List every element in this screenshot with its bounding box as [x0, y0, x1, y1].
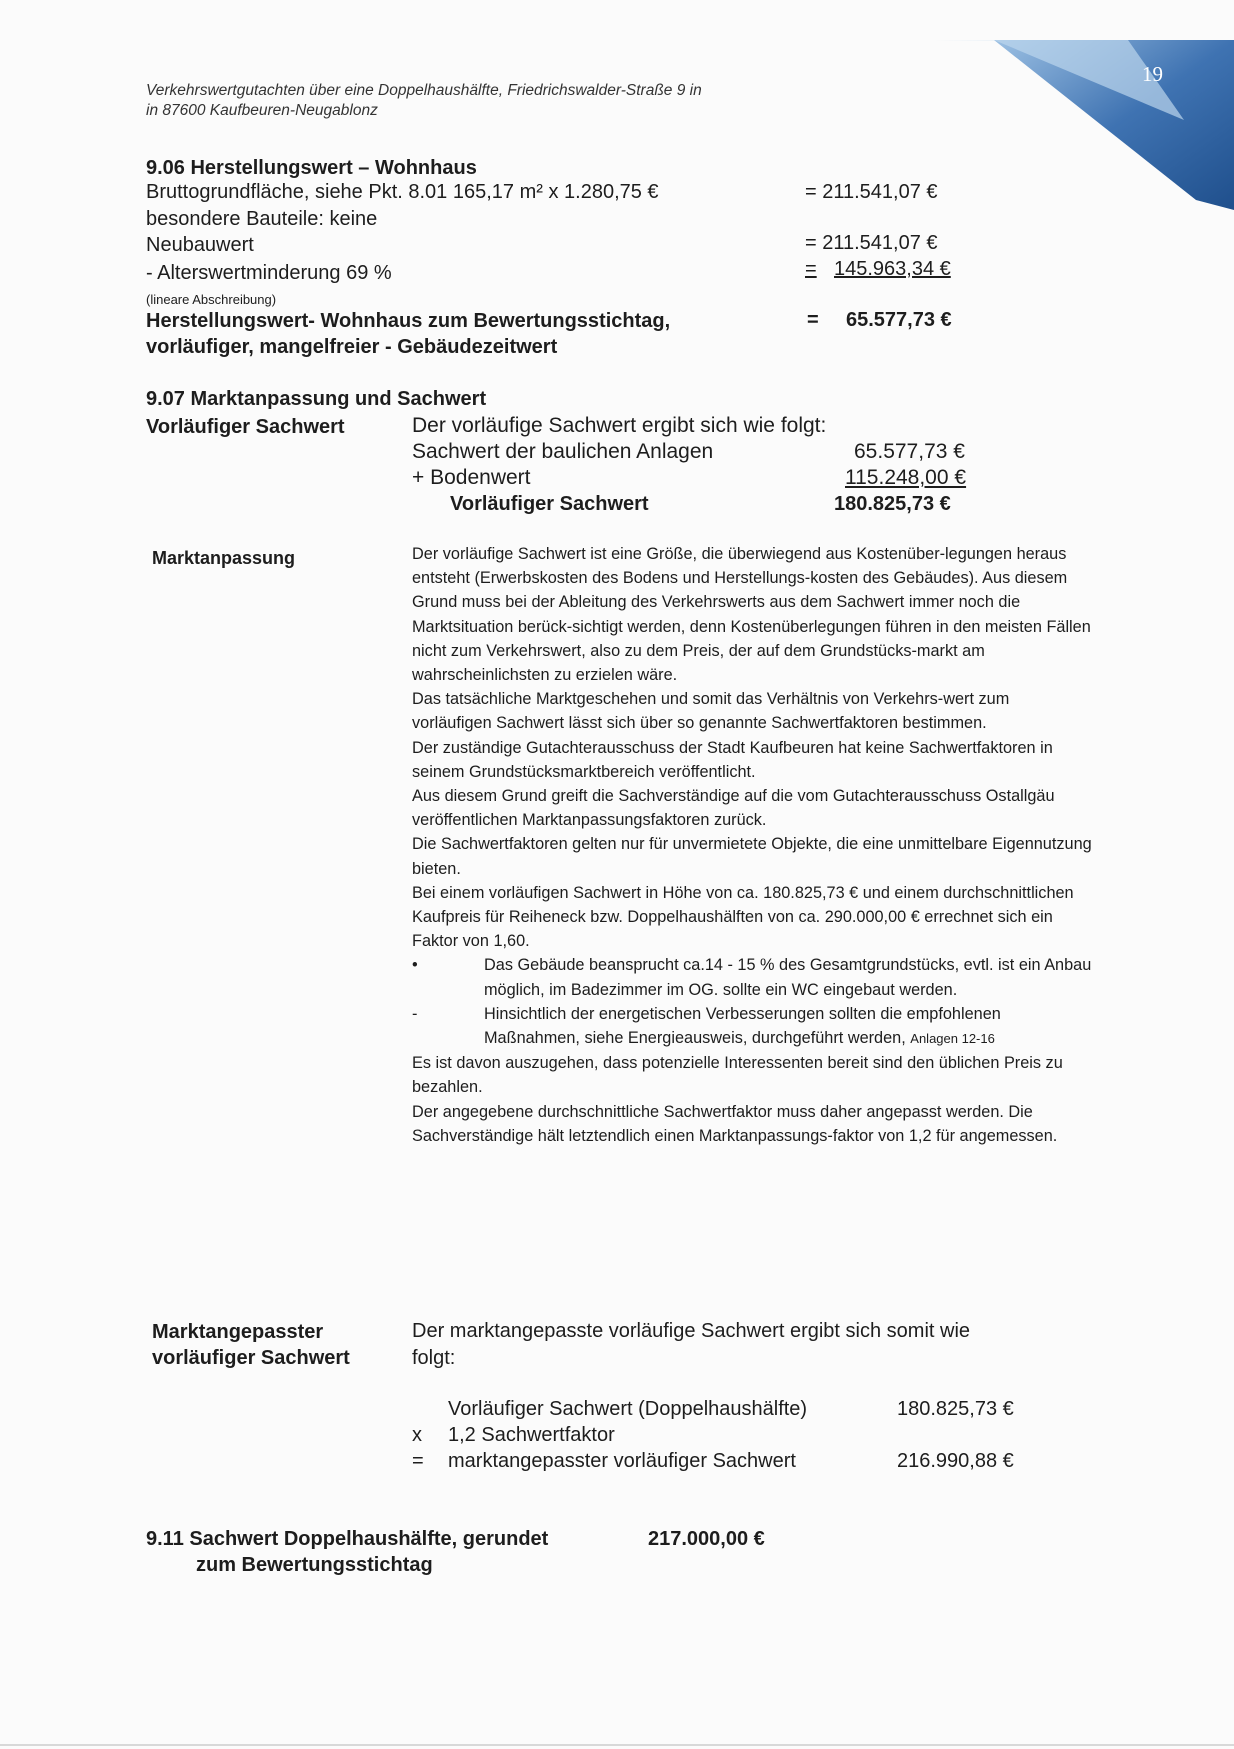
bullet-mark: -	[412, 1004, 418, 1023]
calc1-label: Vorläufiger Sachwert (Doppelhaushälfte)	[448, 1398, 808, 1420]
result-line-1: Herstellungswert- Wohnhaus zum Bewertungsstichtag,	[146, 310, 671, 332]
vs-intro: Der vorläufige Sachwert ergibt sich wie folgt:	[412, 414, 827, 437]
bullet-text: Das Gebäude beansprucht ca.14 - 15 % des Gesamtgrundstücks, evtl. ist ein Anbau möglich, im Badezimmer im OG. sollte ein WC eingebaut werden.	[484, 956, 1092, 999]
calc2-op: x	[412, 1424, 422, 1446]
ma-paragraph: Das tatsächliche Marktgeschehen und somit das Verhältnis von Verkehrs-wert zum vorläufigen Sachwert lässt sich über so genannte Sachwertfaktoren bestimmen.	[412, 690, 1010, 733]
bauliche-value: 65.577,73 €	[854, 440, 965, 463]
mvs-intro-2: folgt:	[412, 1347, 456, 1369]
alter-value: 145.963,34 €	[834, 258, 951, 280]
calc3-op: =	[412, 1450, 424, 1472]
calc2-label: 1,2 Sachwertfaktor	[448, 1424, 615, 1446]
total-value: 180.825,73 €	[834, 493, 951, 515]
anlagen-ref: Anlagen 12-16	[910, 1031, 995, 1047]
alter-label: - Alterswertminderung 69 %	[146, 262, 392, 284]
ma-paragraph: Es ist davon auszugehen, dass potenzielle Interessenten bereit sind den üblichen Preis zu bezahlen.	[412, 1054, 1063, 1097]
bullet-item	[412, 1002, 1092, 1051]
result-eq: =	[807, 309, 819, 331]
alter-eq: =	[805, 258, 817, 280]
mvs-label-2: vorläufiger Sachwert	[152, 1347, 350, 1369]
ma-paragraph: Die Sachwertfaktoren gelten nur für unvermietete Objekte, die eine unmittelbare Eigennutzung bieten.	[412, 835, 1092, 878]
neubau-value: = 211.541,07 €	[805, 232, 938, 254]
corner-decoration	[934, 40, 1234, 210]
ma-paragraph: Aus diesem Grund greift die Sachverständige auf die vom Gutachterausschuss Ostallgäu veröffentlichen Marktanpassungsfaktoren zurück.	[412, 787, 1055, 830]
bullet-text-main: Hinsichtlich der energetischen Verbesserungen sollten die empfohlenen Maßnahmen, siehe Energieausweis, durchgeführt werden,	[484, 1004, 1001, 1048]
ma-paragraph: Bei einem vorläufigen Sachwert in Höhe von ca. 180.825,73 € und einem durchschnittlichen Kaufpreis für Reiheneck bzw. Doppelhaushälften von ca. 290.000,00 € errechnet sich ein Faktor von 1,60.	[412, 883, 1074, 951]
ma-paragraph: Der zuständige Gutachterausschuss der Stadt Kaufbeuren hat keine Sachwertfaktoren in seinem Grundstücksmarktbereich veröffentlicht.	[412, 738, 1053, 781]
bgf-value: = 211.541,07 €	[805, 181, 938, 203]
vs-label: Vorläufiger Sachwert	[146, 416, 345, 438]
calc3-value: 216.990,88 €	[897, 1450, 1014, 1472]
mvs-label-1: Marktangepasster	[152, 1321, 324, 1343]
header-line-1: Verkehrswertgutachten über eine Doppelhaushälfte, Friedrichswalder-Straße 9 in	[146, 82, 702, 99]
section-911-title-2: zum Bewertungsstichtag	[196, 1554, 433, 1576]
ma-paragraph: Der angegebene durchschnittliche Sachwertfaktor muss daher angepasst werden. Die Sachverständige hält letztendlich einen Marktanpassungs-faktor von 1,2 für angemessen.	[412, 1102, 1058, 1145]
bullet-item	[412, 953, 1092, 1001]
section-911-title-1: 9.11 Sachwert Doppelhaushälfte, gerundet	[146, 1528, 549, 1550]
bottom-edge-line	[0, 1744, 1234, 1746]
abschreibung-note: (lineare Abschreibung)	[146, 292, 277, 307]
section-907-title: 9.07 Marktanpassung und Sachwert	[146, 388, 487, 410]
result-line-2: vorläufiger, mangelfreier - Gebäudezeitwert	[146, 336, 558, 358]
marktanpassung-label: Marktanpassung	[152, 548, 296, 568]
boden-label: + Bodenwert	[412, 466, 531, 489]
bullet-text	[484, 1002, 1092, 1051]
mvs-intro-1: Der marktangepasste vorläufige Sachwert ergibt sich somit wie	[412, 1320, 971, 1342]
total-label: Vorläufiger Sachwert	[450, 493, 649, 515]
boden-value: 115.248,00 €	[845, 466, 967, 489]
calc3-label: marktangepasster vorläufiger Sachwert	[448, 1450, 796, 1472]
header-line-2: in 87600 Kaufbeuren-Neugablonz	[146, 102, 378, 119]
bgf-label: Bruttogrundfläche, siehe Pkt. 8.01 165,17 m² x 1.280,75 €	[146, 181, 659, 203]
neubau-label: Neubauwert	[146, 234, 254, 256]
bullet-mark: •	[412, 956, 418, 975]
bauteile-text: besondere Bauteile: keine	[146, 208, 378, 230]
result-value: 65.577,73 €	[846, 309, 952, 331]
section-911-value: 217.000,00 €	[648, 1528, 765, 1550]
ma-paragraph: Der vorläufige Sachwert ist eine Größe, die überwiegend aus Kostenüber-legungen heraus entsteht (Erwerbskosten des Bodens und Herstellungs-kosten des Gebäudes). Aus diesem Grund muss bei der Ableitung des Verkehrswerts aus dem Sachwert immer noch die Marktsituation berück-sichtigt werden, denn Kostenüberlegungen führen in den meisten Fällen nicht zum Verkehrswert, also zu dem Preis, der auf dem Grundstücks-markt am wahrscheinlichsten zu erzielen wäre.	[412, 545, 1091, 685]
page-number: 19	[1142, 62, 1163, 86]
bauliche-label: Sachwert der baulichen Anlagen	[412, 440, 714, 463]
calc1-value: 180.825,73 €	[897, 1398, 1014, 1420]
marktanpassung-text	[412, 542, 1092, 1148]
section-906-title: 9.06 Herstellungswert – Wohnhaus	[146, 157, 477, 179]
